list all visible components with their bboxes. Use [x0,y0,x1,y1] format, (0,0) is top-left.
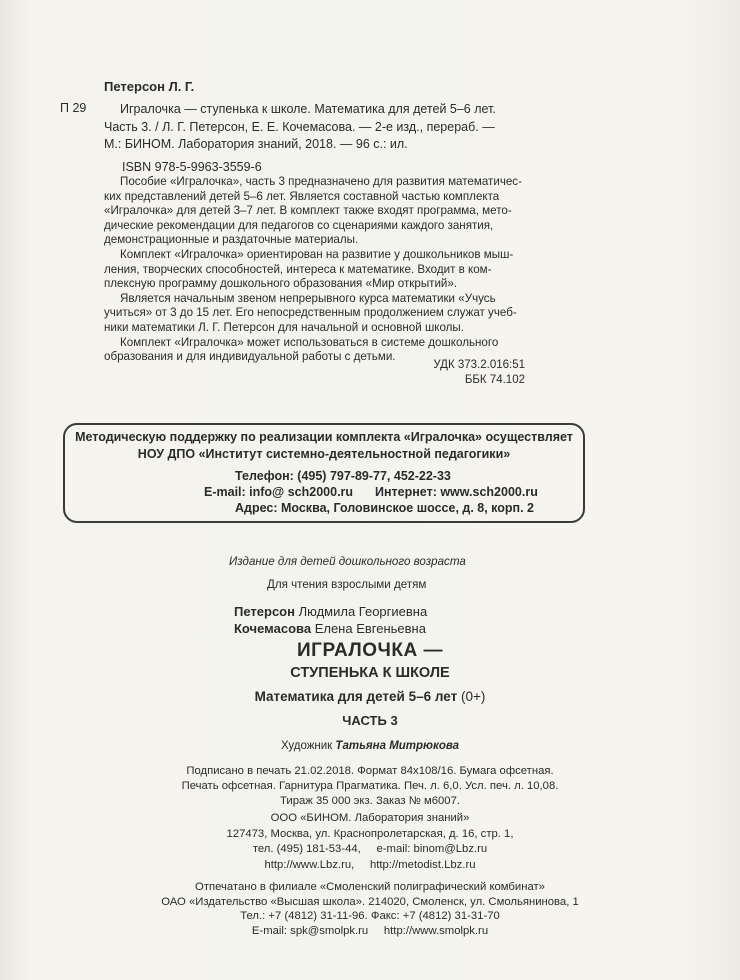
annotation-line: Комплект «Игралочка» ориентирован на развитие у дошкольников мыш- [120,247,514,261]
bib-line: Игралочка — ступенька к школе. Математика для детей 5–6 лет. [120,102,496,116]
author-1 [234,604,427,619]
publisher-info [0,811,740,873]
annotation [104,175,534,365]
support-line-2: НОУ ДПО «Институт системно-деятельностной педагогики» [137,447,511,461]
publisher-contacts [0,842,740,858]
classification-codes [380,358,525,388]
annotation-line: «Игралочка» для детей 3–7 лет. В комплект также входят программа, мето- [104,204,512,218]
age-rating: (0+) [460,689,486,704]
support-internet: Интернет: www.sch2000.ru [375,485,538,499]
printer-line: Тел.: +7 (4812) 31-11-96. Факс: +7 (4812) 31-31-70 [240,910,500,923]
print-imprint [0,764,740,809]
support-info-box [63,423,585,523]
annotation-line: образования и для индивидуальной работы с детьми. [104,350,396,364]
publisher-phone: тел. (495) 181-53-44, [252,843,361,855]
book-title: ИГРАЛОЧКА — [297,640,443,661]
bib-line: М.: БИНОМ. Лаборатория знаний, 2018. — 96 с.: ил. [104,137,408,151]
artist-name: Татьяна Митрюкова [335,740,460,752]
publisher-sites [0,858,740,874]
bbk-code: ББК 74.102 [464,374,525,386]
isbn: ISBN 978-5-9963-3559-6 [122,160,262,174]
author-2-name: Елена Евгеньевна [314,621,426,636]
author-1-name: Людмила Георгиевна [298,604,428,619]
author-2-surname: Кочемасова [234,621,312,636]
artist-credit [0,740,740,752]
printer-info [0,880,740,938]
book-title-second: СТУПЕНЬКА К ШКОЛЕ [290,665,450,681]
publisher-site-2: http://metodist.Lbz.ru [370,858,476,871]
imprint-line: Тираж 35 000 экз. Заказ № м6007. [279,795,461,807]
publisher-site-1: http://www.Lbz.ru, [264,858,355,871]
edition-reading: Для чтения взрослыми детям [267,578,427,591]
publisher-name: ООО «БИНОМ. Лаборатория знаний» [270,812,470,824]
annotation-line: учиться» от 3 до 15 лет. Его непосредственным продолжением служат учеб- [104,306,517,320]
author-heading: Петерсон Л. Г. [104,79,195,94]
annotation-line: плексную программу дошкольного образования «Мир открытий». [104,277,458,291]
annotation-line: дические рекомендации для педагогов со сценариями каждого занятия, [104,218,494,232]
book-subtitle [0,689,740,704]
annotation-line: Комплект «Игралочка» может использоваться в системе дошкольного [120,335,499,349]
printer-line: ОАО «Издательство «Высшая школа». 214020, Смоленск, ул. Смольянинова, 1 [161,895,579,908]
imprint-line: Подписано в печать 21.02.2018. Формат 84x108/16. Бумага офсетная. [186,765,554,777]
subtitle-text: Математика для детей 5–6 лет [254,689,458,704]
printer-line: Отпечатано в филиале «Смоленский полиграфический комбинат» [195,881,545,893]
author-1-surname: Петерсон [234,604,295,619]
bib-line: Часть 3. / Л. Г. Петерсон, Е. Е. Кочемасова. — 2-е изд., перераб. — [104,119,495,134]
edition-audience: Издание для детей дошкольного возраста [229,555,466,568]
printer-line: E-mail: spk@smolpk.ru http://www.smolpk.ru [251,924,489,937]
class-code: П 29 [60,101,87,115]
support-address: Адрес: Москва, Головинское шоссе, д. 8, корп. 2 [235,501,534,515]
author-2 [234,621,426,636]
annotation-line: демонстрационные и раздаточные материалы. [104,233,359,247]
udk-code: УДК 373.2.016:51 [433,359,525,371]
book-part: ЧАСТЬ 3 [342,713,398,728]
artist-label: Художник [280,740,333,752]
support-phone: Телефон: (495) 797-89-77, 452-22-33 [235,469,451,483]
annotation-line: ники математики Л. Г. Петерсон для начальной и основной школы. [104,320,464,334]
publisher-email: e-mail: binom@Lbz.ru [376,843,488,855]
bibliographic-description [104,101,534,154]
annotation-line: ления, творческих способностей, интереса к математике. Входит в ком- [104,262,492,276]
annotation-line: ких представлений детей 5–6 лет. Является составной частью комплекта [104,189,500,203]
imprint-line: Печать офсетная. Гарнитура Прагматика. Печ. л. 6,0. Усл. печ. л. 10,08. [181,780,559,792]
annotation-line: Пособие «Игралочка», часть 3 предназначено для развития математичес- [120,175,522,188]
publisher-address: 127473, Москва, ул. Краснопролетарская, д. 16, стр. 1, [226,827,514,840]
support-line-1: Методическую поддержку по реализации комплекта «Игралочка» осуществляет [75,430,573,444]
support-email: E-mail: info@ sch2000.ru [204,485,354,499]
annotation-line: Является начальным звеном непрерывного курса математики «Учусь [120,291,496,305]
